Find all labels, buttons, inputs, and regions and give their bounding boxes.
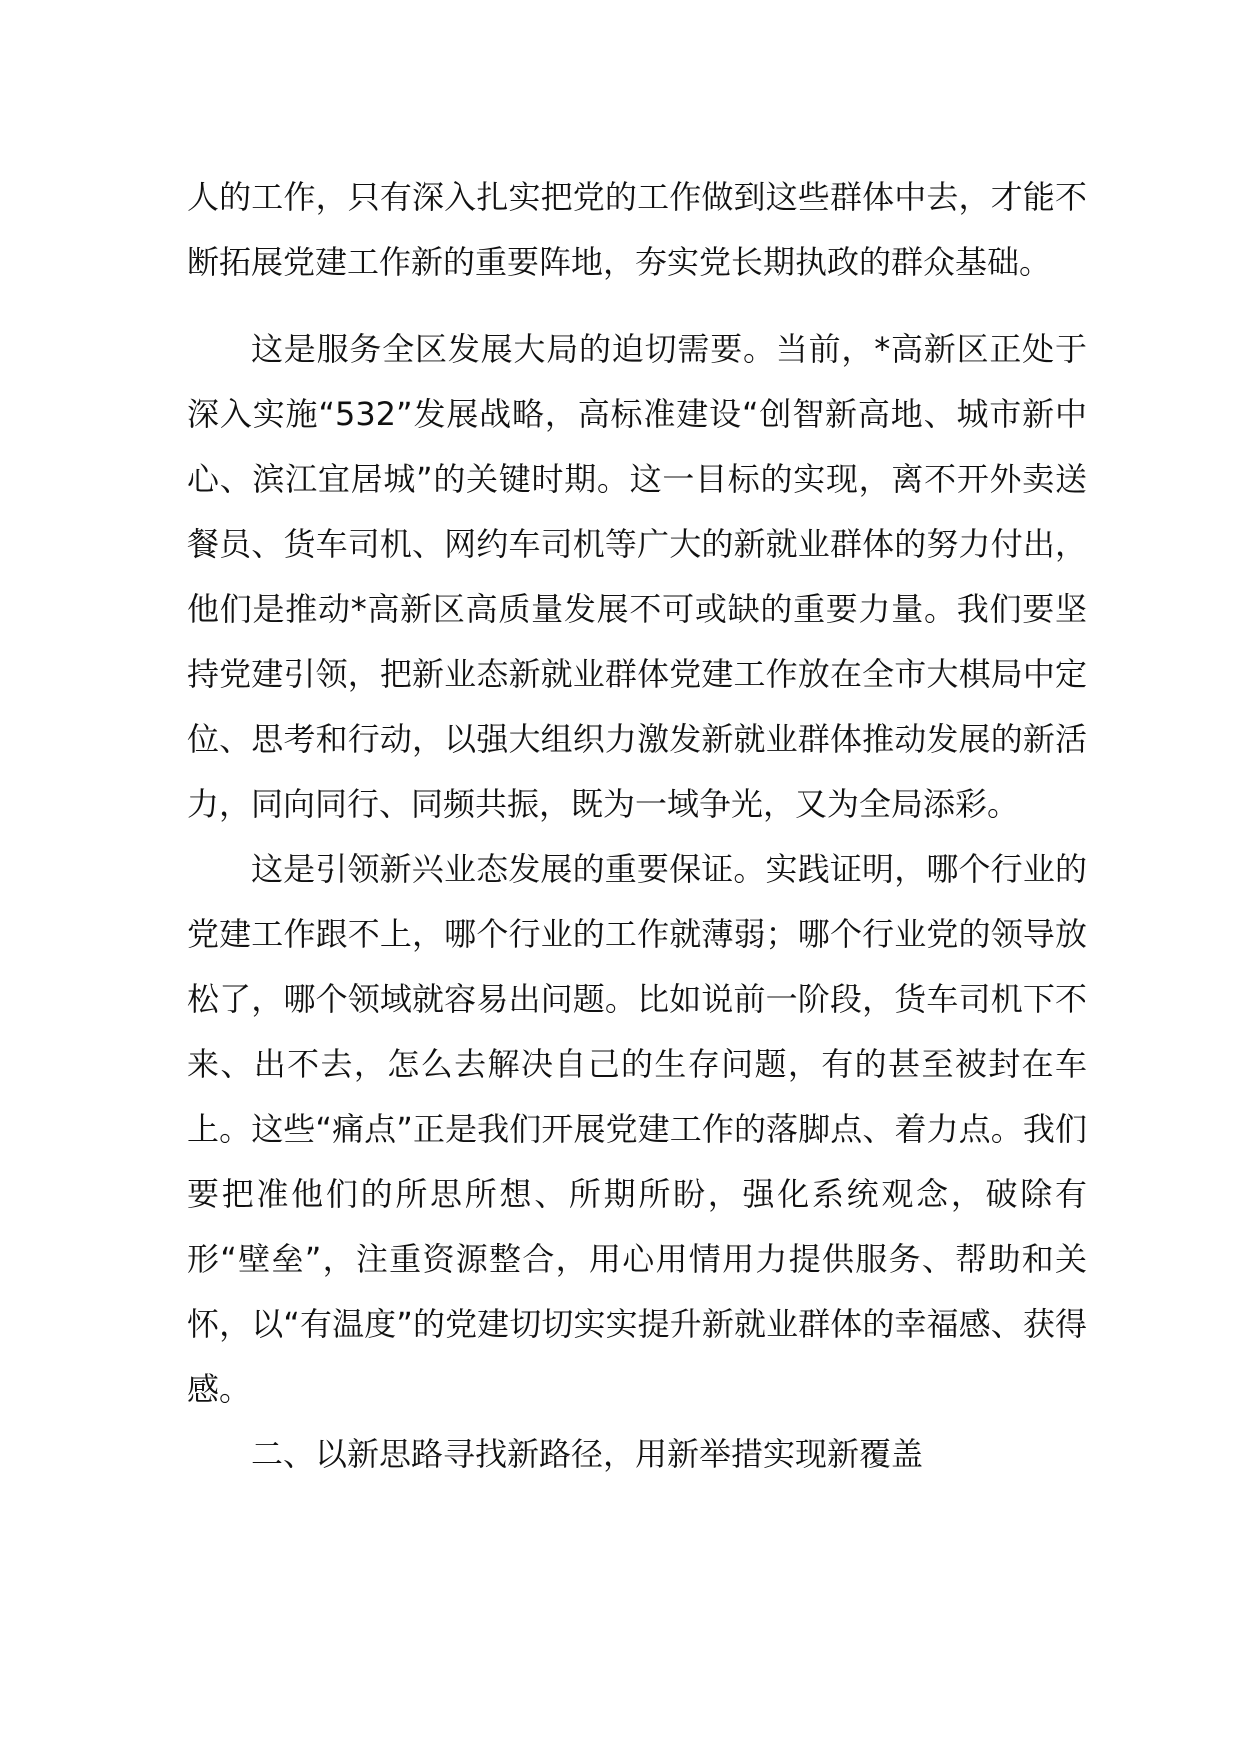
section-heading-two: 二、以新思路寻找新路径，用新举措实现新覆盖 [251,1435,924,1473]
paragraph-industry-guarantee: 这是引领新兴业态发展的重要保证。实践证明，哪个行业的党建工作跟不上，哪个行业的工作就薄弱；哪个行业党的领导放松了，哪个领域就容易出问题。比如说前一阶段，货车司机下不来、出不去，怎么去解决自己的生存问题，有的甚至被封在车上。这些“痛点”正是我们开展党建工作的落脚点、着力点。我们要把准他们的所思所想、所期所盼，强化系统观念，破除有形“壁垒”，注重资源整合，用心用情用力提供服务、帮助和关怀，以“有温度”的党建切切实实提升新就业群体的幸福感、获得感。 [187,850,1087,1408]
body-text [187,165,1087,1487]
paragraph-development-needs: 这是服务全区发展大局的迫切需要。当前，*高新区正处于深入实施“532”发展战略，高标准建设“创智新高地、城市新中心、滨江宜居城”的关键时期。这一目标的实现，离不开外卖送餐员、货车司机、网约车司机等广大的新就业群体的努力付出，他们是推动*高新区高质量发展不可或缺的重要力量。我们要坚持党建引领，把新业态新就业群体党建工作放在全市大棋局中定位、思考和行动，以强大组织力激发新就业群体推动发展的新活力，同向同行、同频共振，既为一域争光，又为全局添彩。 [187,330,1087,823]
paragraph-continuation: 人的工作，只有深入扎实把党的工作做到这些群体中去，才能不断拓展党建工作新的重要阵地，夯实党长期执政的群众基础。 [187,178,1087,281]
